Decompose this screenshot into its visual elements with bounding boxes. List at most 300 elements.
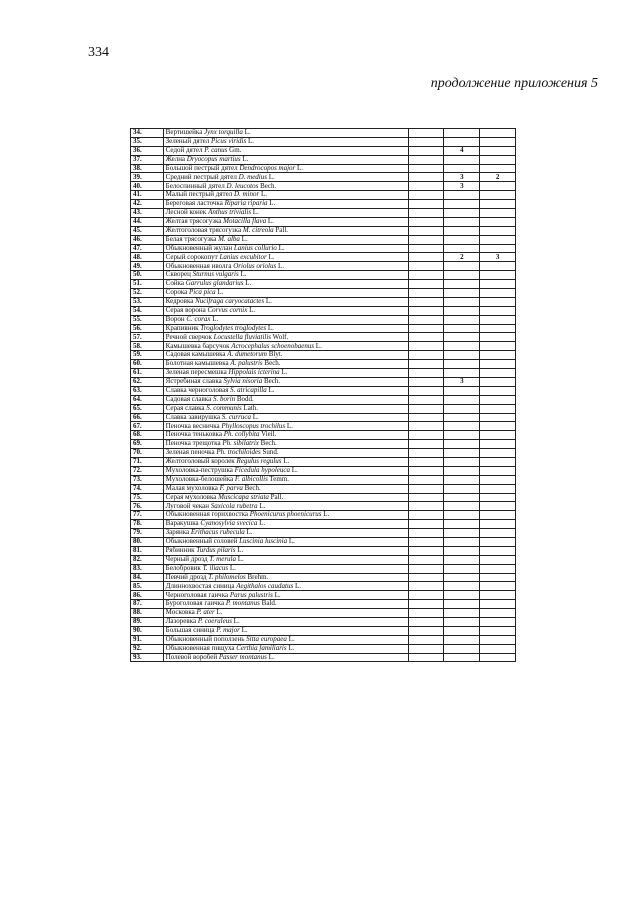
value-cell-v1 — [408, 449, 444, 458]
value-cell-v3 — [480, 146, 516, 155]
value-cell-v1 — [408, 146, 444, 155]
value-cell-v2 — [444, 404, 480, 413]
value-cell-v2 — [444, 351, 480, 360]
row-number-cell: 80. — [131, 537, 164, 546]
value-cell-v3 — [480, 271, 516, 280]
species-author: L. — [291, 466, 298, 475]
value-cell-v2 — [444, 564, 480, 573]
value-cell-v3 — [480, 440, 516, 449]
species-author: L. — [267, 217, 274, 226]
species-russian-name: Черноголовая гаичка — [165, 590, 229, 599]
species-author: Bech. — [260, 439, 277, 448]
table-row — [131, 635, 516, 644]
species-name-cell — [163, 511, 408, 520]
table-row — [131, 146, 516, 155]
species-latin-name: Cyanosylvia svecica — [200, 519, 258, 528]
value-cell-v3 — [480, 226, 516, 235]
table-row — [131, 209, 516, 218]
species-name-cell — [163, 617, 408, 626]
species-author: L. — [240, 270, 247, 279]
species-author: L. — [288, 537, 295, 546]
species-latin-name: Sturnus vulgaris — [192, 270, 239, 279]
species-name-cell — [163, 600, 408, 609]
species-russian-name: Малый пестрый дятел — [165, 190, 233, 199]
value-cell-v2 — [444, 449, 480, 458]
species-name-cell — [163, 129, 408, 138]
value-cell-v1 — [408, 271, 444, 280]
row-number-cell: 39. — [131, 173, 164, 182]
value-cell-v2 — [444, 502, 480, 511]
value-cell-v1 — [408, 600, 444, 609]
value-cell-v1 — [408, 431, 444, 440]
table-row — [131, 626, 516, 635]
table-row — [131, 600, 516, 609]
value-cell-v2 — [444, 635, 480, 644]
value-cell-v2 — [444, 386, 480, 395]
species-russian-name: Серая ворона — [165, 306, 206, 314]
value-cell-v2 — [444, 529, 480, 538]
species-russian-name: Обыкновенная иволга — [165, 261, 232, 270]
species-name-cell — [163, 191, 408, 200]
species-latin-name: Erithacus rubecula — [190, 528, 245, 537]
row-number-cell: 61. — [131, 369, 164, 378]
species-author: L. — [246, 528, 253, 537]
value-cell-v2 — [444, 191, 480, 200]
row-number-cell: 45. — [131, 226, 164, 235]
value-cell-v2 — [444, 573, 480, 582]
species-author: Gm. — [229, 146, 242, 154]
species-russian-name: Зеленая пеночка — [165, 448, 215, 457]
row-number-cell: 43. — [131, 209, 164, 218]
table-row — [131, 529, 516, 538]
value-cell-v1 — [408, 546, 444, 555]
row-number-cell: 91. — [131, 635, 164, 644]
species-latin-name: D. medius — [238, 172, 267, 181]
species-russian-name: Московка — [165, 608, 195, 617]
value-cell-v1 — [408, 360, 444, 369]
species-russian-name: Рябинник — [165, 546, 195, 555]
table-row — [131, 537, 516, 546]
value-cell-v2 — [444, 306, 480, 315]
species-table — [130, 128, 516, 662]
value-cell-v2 — [444, 342, 480, 351]
species-latin-name: P. canus — [204, 146, 228, 154]
species-russian-name: Черный дрозд — [165, 555, 208, 563]
row-number-cell: 54. — [131, 306, 164, 315]
species-name-cell — [163, 529, 408, 538]
species-name-cell — [163, 182, 408, 191]
species-name-cell — [163, 386, 408, 395]
species-author: L. — [288, 644, 295, 652]
value-cell-v1 — [408, 609, 444, 618]
species-russian-name: Зеленый дятел — [165, 137, 210, 146]
species-author: L. — [286, 421, 293, 430]
row-number-cell: 38. — [131, 164, 164, 173]
table-row — [131, 217, 516, 226]
table-row — [131, 164, 516, 173]
value-cell-v1 — [408, 386, 444, 395]
table-row — [131, 253, 516, 262]
row-number-cell: 66. — [131, 413, 164, 422]
value-cell-v3 — [480, 449, 516, 458]
species-name-cell — [163, 137, 408, 146]
species-author: L. — [252, 208, 259, 217]
table-row — [131, 155, 516, 164]
species-russian-name: Обыкновенный жулан — [165, 244, 233, 252]
species-author: Sund. — [262, 448, 279, 457]
value-cell-v1 — [408, 422, 444, 431]
value-cell-v1 — [408, 324, 444, 333]
value-cell-v2 — [444, 333, 480, 342]
species-author: L. — [237, 555, 244, 563]
species-russian-name: Садовая славка — [165, 395, 212, 403]
value-cell-v3 — [480, 262, 516, 271]
table-row — [131, 449, 516, 458]
value-cell-v1 — [408, 617, 444, 626]
species-russian-name: Варакушка — [165, 519, 199, 528]
value-cell-v1 — [408, 280, 444, 289]
species-author: L. — [323, 510, 330, 519]
value-cell-v1 — [408, 289, 444, 298]
species-latin-name: Dryocopus martius — [186, 155, 241, 163]
value-cell-v3 — [480, 457, 516, 466]
value-cell-v2 — [444, 200, 480, 209]
row-number-cell: 83. — [131, 564, 164, 573]
species-name-cell — [163, 564, 408, 573]
value-cell-v2 — [444, 466, 480, 475]
species-author: Blyt. — [268, 350, 283, 359]
value-cell-v1 — [408, 653, 444, 662]
species-name-cell — [163, 271, 408, 280]
species-russian-name: Желна — [165, 155, 186, 163]
table-row — [131, 440, 516, 449]
species-russian-name: Малая мухоловка — [165, 484, 218, 492]
row-number-cell: 63. — [131, 386, 164, 395]
species-name-cell — [163, 449, 408, 458]
species-author: Brehm. — [247, 573, 269, 581]
species-russian-name: Славка завирушка — [165, 413, 221, 421]
value-cell-v3 — [480, 520, 516, 529]
species-latin-name: Acrocephalus schoenobaenus — [231, 341, 315, 350]
row-number-cell: 71. — [131, 457, 164, 466]
continuation-caption: продолжение приложения 5 — [430, 76, 598, 91]
row-number-cell: 75. — [131, 493, 164, 502]
row-number-cell: 64. — [131, 395, 164, 404]
value-cell-v3: 3 — [480, 253, 516, 262]
row-number-cell: 52. — [131, 289, 164, 298]
species-author: L. — [244, 128, 251, 137]
species-name-cell — [163, 475, 408, 484]
species-name-cell — [163, 609, 408, 618]
table-row — [131, 404, 516, 413]
row-number-cell: 48. — [131, 253, 164, 262]
value-cell-v3 — [480, 289, 516, 298]
species-name-cell — [163, 466, 408, 475]
value-cell-v2 — [444, 271, 480, 280]
species-russian-name: Болотная камышевка — [165, 359, 229, 368]
species-name-cell — [163, 395, 408, 404]
value-cell-v2 — [444, 244, 480, 253]
row-number-cell: 51. — [131, 280, 164, 289]
species-name-cell — [163, 306, 408, 315]
value-cell-v2 — [444, 413, 480, 422]
species-russian-name: Ястребиная славка — [165, 377, 222, 386]
table-row — [131, 137, 516, 146]
row-number-cell: 41. — [131, 191, 164, 200]
species-latin-name: D. minor — [233, 190, 260, 199]
table-row — [131, 413, 516, 422]
species-author: L. — [268, 386, 275, 395]
row-number-cell: 37. — [131, 155, 164, 164]
species-latin-name: Pica pica — [189, 288, 216, 297]
species-name-cell — [163, 226, 408, 235]
value-cell-v2 — [444, 555, 480, 564]
species-russian-name: Обыкновенная пищуха — [165, 644, 235, 652]
species-latin-name: S. atricapilla — [230, 386, 267, 395]
species-russian-name: Кедровка — [165, 297, 194, 306]
value-cell-v2 — [444, 262, 480, 271]
value-cell-v2 — [444, 653, 480, 662]
row-number-cell: 42. — [131, 200, 164, 209]
row-number-cell: 90. — [131, 626, 164, 635]
species-latin-name: D. leucotos — [226, 181, 259, 190]
species-author: Bech. — [264, 359, 281, 368]
species-russian-name: Желтоголовая трясогузка — [165, 226, 242, 234]
value-cell-v3 — [480, 324, 516, 333]
species-author: Wolf. — [272, 332, 289, 341]
species-russian-name: Длиннохвостая синица — [165, 581, 235, 590]
value-cell-v1 — [408, 297, 444, 306]
species-author: L. — [278, 244, 285, 252]
value-cell-v1 — [408, 342, 444, 351]
species-name-cell — [163, 502, 408, 511]
species-name-cell — [163, 315, 408, 324]
row-number-cell: 44. — [131, 217, 164, 226]
species-author: Pall. — [275, 226, 289, 234]
value-cell-v3 — [480, 537, 516, 546]
species-author: L. — [283, 457, 290, 466]
value-cell-v3 — [480, 404, 516, 413]
value-cell-v1 — [408, 235, 444, 244]
species-name-cell — [163, 377, 408, 386]
species-author: L. — [281, 368, 288, 377]
species-latin-name: Phoenicurus phoenicurus — [249, 510, 322, 519]
species-russian-name: Луговой чекан — [165, 501, 209, 510]
value-cell-v1 — [408, 573, 444, 582]
species-latin-name: A. dumetorum — [227, 350, 267, 359]
value-cell-v2 — [444, 600, 480, 609]
species-latin-name: Dendrocopos major — [239, 164, 296, 172]
species-author: L. — [229, 564, 236, 572]
row-number-cell: 70. — [131, 449, 164, 458]
species-name-cell — [163, 422, 408, 431]
species-name-cell — [163, 262, 408, 271]
table-row — [131, 377, 516, 386]
page-number: 334 — [88, 45, 109, 60]
species-name-cell — [163, 155, 408, 164]
value-cell-v3 — [480, 297, 516, 306]
table-row — [131, 591, 516, 600]
value-cell-v3 — [480, 582, 516, 591]
species-name-cell — [163, 280, 408, 289]
value-cell-v2 — [444, 475, 480, 484]
species-name-cell — [163, 626, 408, 635]
species-latin-name: Certhia familiaris — [236, 644, 287, 652]
value-cell-v2 — [444, 129, 480, 138]
species-russian-name: Сорока — [165, 288, 188, 297]
value-cell-v2 — [444, 226, 480, 235]
table-row — [131, 271, 516, 280]
value-cell-v3 — [480, 200, 516, 209]
species-author: Pall. — [270, 493, 284, 501]
row-number-cell: 36. — [131, 146, 164, 155]
species-russian-name: Камышевка барсучок — [165, 341, 230, 350]
species-author: L. — [252, 413, 259, 421]
species-latin-name: Aegithalos caudatus — [236, 581, 294, 590]
row-number-cell: 60. — [131, 360, 164, 369]
species-author: L. — [245, 279, 252, 288]
species-latin-name: Picus viridis — [211, 137, 247, 146]
value-cell-v1 — [408, 635, 444, 644]
value-cell-v3 — [480, 129, 516, 138]
value-cell-v3 — [480, 546, 516, 555]
species-russian-name: Белая трясогузка — [165, 235, 217, 243]
value-cell-v2: 3 — [444, 173, 480, 182]
value-cell-v2 — [444, 511, 480, 520]
row-number-cell: 47. — [131, 244, 164, 253]
species-latin-name: Ph. sibilatrix — [222, 439, 259, 448]
value-cell-v2: 2 — [444, 253, 480, 262]
value-cell-v1 — [408, 404, 444, 413]
value-cell-v2 — [444, 626, 480, 635]
species-russian-name: Лазоревка — [165, 617, 197, 626]
table-row — [131, 511, 516, 520]
species-name-cell — [163, 164, 408, 173]
species-latin-name: Lanius collurio — [233, 244, 277, 252]
value-cell-v2 — [444, 369, 480, 378]
value-cell-v2 — [444, 155, 480, 164]
row-number-cell: 87. — [131, 600, 164, 609]
species-author: Bodd. — [236, 395, 254, 403]
species-russian-name: Пеночка весничка — [165, 421, 220, 430]
table-row — [131, 333, 516, 342]
species-name-cell — [163, 360, 408, 369]
species-name-cell — [163, 653, 408, 662]
species-author: L. — [241, 235, 248, 243]
species-russian-name: Пеночка теньковка — [165, 430, 222, 439]
species-latin-name: Garrulus glandarius — [185, 279, 244, 288]
species-table-body — [131, 129, 516, 662]
value-cell-v2 — [444, 209, 480, 218]
species-latin-name: Ficedula hypoleuca — [234, 466, 291, 475]
table-row — [131, 129, 516, 138]
value-cell-v3 — [480, 573, 516, 582]
value-cell-v3 — [480, 395, 516, 404]
species-name-cell — [163, 546, 408, 555]
species-latin-name: Riparia riparia — [224, 199, 268, 208]
value-cell-v3 — [480, 609, 516, 618]
value-cell-v2: 4 — [444, 146, 480, 155]
value-cell-v3 — [480, 137, 516, 146]
species-author: L. — [259, 519, 266, 528]
species-latin-name: Corvus cornix — [207, 306, 248, 314]
species-russian-name: Полевой воробей — [165, 653, 218, 661]
species-name-cell — [163, 582, 408, 591]
species-latin-name: C. corax — [186, 315, 211, 323]
value-cell-v1 — [408, 484, 444, 493]
species-author: L. — [315, 341, 322, 350]
species-russian-name: Славка черноголовая — [165, 386, 229, 395]
value-cell-v1 — [408, 493, 444, 502]
species-latin-name: F. albicollis — [234, 475, 268, 483]
species-russian-name: Серая мухоловка — [165, 493, 217, 501]
value-cell-v3 — [480, 591, 516, 600]
species-author: L. — [297, 164, 304, 172]
value-cell-v1 — [408, 164, 444, 173]
species-russian-name: Желтая трясогузка — [165, 217, 222, 226]
species-name-cell — [163, 457, 408, 466]
value-cell-v3 — [480, 475, 516, 484]
species-latin-name: A. palustris — [230, 359, 263, 368]
value-cell-v2 — [444, 546, 480, 555]
species-latin-name: M. alba — [218, 235, 240, 243]
value-cell-v3 — [480, 182, 516, 191]
table-row — [131, 369, 516, 378]
species-name-cell — [163, 404, 408, 413]
species-russian-name: Зеленая пересмешка — [165, 368, 227, 377]
species-name-cell — [163, 244, 408, 253]
species-author: L. — [277, 261, 284, 270]
species-author: Bech. — [260, 181, 277, 190]
table-row — [131, 395, 516, 404]
species-latin-name: P. major — [216, 626, 240, 635]
value-cell-v2 — [444, 395, 480, 404]
species-latin-name: Oriolus oriolus — [233, 261, 277, 270]
value-cell-v3 — [480, 617, 516, 626]
value-cell-v3 — [480, 600, 516, 609]
species-russian-name: Сойка — [165, 279, 184, 288]
value-cell-v3 — [480, 369, 516, 378]
species-latin-name: M. citreola — [242, 226, 274, 234]
species-latin-name: Hippolais icterina — [228, 368, 280, 377]
table-row — [131, 244, 516, 253]
species-author: L. — [288, 635, 295, 643]
species-author: Temm. — [269, 475, 289, 483]
value-cell-v2 — [444, 440, 480, 449]
table-row — [131, 280, 516, 289]
species-latin-name: Muscicapa striata — [218, 493, 269, 501]
table-row — [131, 493, 516, 502]
table-row — [131, 386, 516, 395]
value-cell-v3 — [480, 342, 516, 351]
table-row — [131, 573, 516, 582]
value-cell-v1 — [408, 413, 444, 422]
value-cell-v2 — [444, 324, 480, 333]
species-latin-name: Anthus trivialis — [208, 208, 252, 217]
row-number-cell: 69. — [131, 440, 164, 449]
table-row — [131, 555, 516, 564]
table-row — [131, 520, 516, 529]
species-name-cell — [163, 573, 408, 582]
value-cell-v2 — [444, 431, 480, 440]
row-number-cell: 67. — [131, 422, 164, 431]
species-author: L. — [268, 172, 275, 181]
value-cell-v1 — [408, 200, 444, 209]
species-author: L. — [247, 137, 255, 146]
species-name-cell — [163, 333, 408, 342]
value-cell-v1 — [408, 475, 444, 484]
value-cell-v3 — [480, 653, 516, 662]
